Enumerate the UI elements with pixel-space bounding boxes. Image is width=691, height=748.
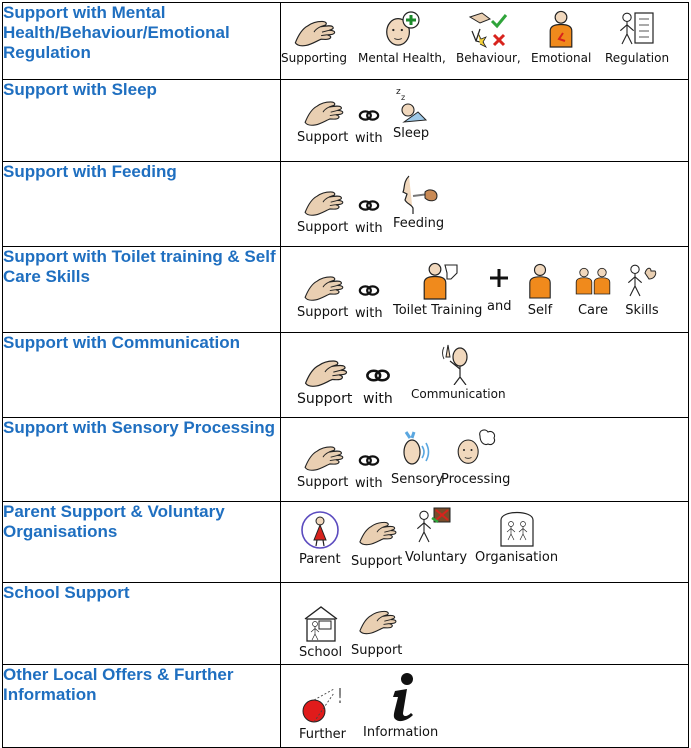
symbol bbox=[297, 443, 348, 490]
svg-text:z: z bbox=[396, 87, 401, 97]
symbol-label: Support bbox=[297, 391, 353, 407]
table-row bbox=[3, 162, 689, 247]
symbol bbox=[297, 273, 348, 320]
self-icon bbox=[523, 261, 557, 301]
row-title: Support with Mental Health/Behaviour/Emotional Regulation bbox=[3, 3, 281, 80]
hand-icon bbox=[300, 273, 346, 303]
symbol-label: Voluntary bbox=[405, 550, 468, 565]
hand-icon bbox=[290, 17, 338, 49]
emotional-icon bbox=[543, 9, 579, 49]
hand-icon bbox=[300, 443, 346, 473]
hand-icon bbox=[300, 357, 350, 389]
symbol bbox=[393, 84, 429, 141]
symbol-label: with bbox=[355, 221, 383, 236]
symbol-label: Support bbox=[297, 130, 349, 145]
table-row bbox=[3, 418, 689, 502]
row-title: School Support bbox=[3, 583, 281, 665]
symbol-label: Support bbox=[351, 643, 403, 658]
symbol-label: Support bbox=[351, 554, 403, 569]
table-row bbox=[3, 665, 689, 748]
symbol-label: School bbox=[299, 645, 343, 660]
table-row bbox=[3, 333, 689, 418]
symbol-label: Mental Health, bbox=[358, 51, 446, 65]
chain-link-icon bbox=[358, 283, 380, 298]
symbol bbox=[297, 357, 352, 407]
symbol-label: Further bbox=[299, 727, 347, 742]
symbol-label: Emotional bbox=[531, 51, 592, 65]
symbol-label: Information bbox=[363, 725, 439, 740]
row-title: Support with Feeding bbox=[3, 162, 281, 247]
regulation-icon bbox=[617, 9, 657, 49]
symbol-label: with bbox=[355, 131, 383, 146]
table-row bbox=[3, 502, 689, 583]
chain-link-icon bbox=[365, 367, 391, 384]
symbol bbox=[363, 671, 438, 740]
feeding-icon bbox=[399, 174, 439, 214]
symbol-label: and bbox=[487, 299, 512, 314]
care-icon bbox=[571, 261, 615, 301]
symbol bbox=[363, 367, 393, 407]
symbol-label: Support bbox=[297, 220, 349, 235]
processing-icon bbox=[454, 428, 498, 470]
hand-icon bbox=[300, 98, 346, 128]
symbol-strip bbox=[281, 80, 689, 162]
symbol bbox=[297, 188, 348, 235]
symbol-strip bbox=[281, 247, 689, 333]
symbol bbox=[571, 261, 615, 318]
symbol-label: Support bbox=[297, 475, 349, 490]
symbol bbox=[523, 261, 557, 318]
symbol bbox=[351, 607, 402, 658]
further-icon bbox=[300, 683, 346, 725]
symbol bbox=[487, 267, 511, 314]
svg-text:z: z bbox=[401, 93, 406, 102]
row-title: Support with Sleep bbox=[3, 80, 281, 162]
school-icon bbox=[301, 603, 341, 643]
hand-icon bbox=[355, 518, 399, 548]
symbol-label: Parent bbox=[299, 552, 341, 567]
symbol bbox=[405, 504, 467, 565]
symbol bbox=[355, 108, 383, 146]
row-title: Support with Sensory Processing bbox=[3, 418, 281, 502]
row-title: Support with Toilet training & Self Care Skills bbox=[3, 247, 281, 333]
symbol bbox=[441, 428, 510, 487]
symbol-label: Supporting bbox=[281, 51, 347, 65]
svg-text:!: ! bbox=[335, 684, 344, 708]
row-title: Parent Support & Voluntary Organisations bbox=[3, 502, 281, 583]
symbol bbox=[299, 603, 342, 660]
symbol-label: with bbox=[363, 391, 393, 407]
sensory-icon bbox=[396, 430, 438, 470]
symbol-strip bbox=[281, 502, 689, 583]
symbol bbox=[625, 261, 659, 318]
symbol-strip bbox=[281, 583, 689, 665]
symbol-label: Communication bbox=[411, 387, 506, 401]
symbol-strip bbox=[281, 418, 689, 502]
symbol bbox=[351, 518, 402, 569]
symbol bbox=[391, 430, 443, 487]
support-table bbox=[2, 2, 689, 748]
information-icon bbox=[381, 671, 421, 723]
symbol bbox=[411, 343, 506, 401]
table-row bbox=[3, 247, 689, 333]
hand-icon bbox=[300, 188, 346, 218]
symbol-label: Regulation bbox=[605, 51, 670, 65]
chain-link-icon bbox=[358, 198, 380, 213]
symbol bbox=[297, 98, 348, 145]
symbol-label: Behaviour, bbox=[456, 51, 521, 65]
symbol-strip bbox=[281, 162, 689, 247]
skills-icon bbox=[625, 261, 659, 301]
voluntary-icon bbox=[414, 504, 458, 548]
symbol bbox=[355, 453, 383, 491]
symbol-label: Organisation bbox=[475, 550, 559, 565]
symbol-label: Feeding bbox=[393, 216, 445, 231]
symbol bbox=[531, 9, 591, 65]
symbol bbox=[281, 17, 347, 65]
organisation-icon bbox=[497, 506, 537, 548]
symbol-label: with bbox=[355, 476, 383, 491]
symbol-strip bbox=[281, 3, 689, 80]
symbol bbox=[393, 174, 444, 231]
symbol-strip bbox=[281, 333, 689, 418]
symbol bbox=[299, 683, 346, 742]
symbol-label: Toilet Training bbox=[393, 303, 483, 318]
toilet-training-icon bbox=[417, 261, 459, 301]
symbol-label: Sleep bbox=[393, 126, 430, 141]
symbol-label: Sensory bbox=[391, 472, 444, 487]
plus-icon bbox=[488, 267, 510, 289]
hand-icon bbox=[355, 607, 399, 637]
symbol-label: Care bbox=[577, 303, 609, 318]
symbol bbox=[355, 198, 383, 236]
symbol bbox=[605, 9, 669, 65]
symbol-label: Processing bbox=[441, 472, 511, 487]
sleep-icon bbox=[394, 84, 428, 124]
table-row bbox=[3, 3, 689, 80]
symbol bbox=[358, 11, 446, 65]
row-title: Support with Communication bbox=[3, 333, 281, 418]
communication-icon bbox=[438, 343, 478, 385]
symbol bbox=[393, 261, 482, 318]
behaviour-icon bbox=[466, 9, 510, 49]
symbol-label: with bbox=[355, 306, 383, 321]
row-title: Other Local Offers & Further Information bbox=[3, 665, 281, 748]
table-row bbox=[3, 583, 689, 665]
symbol bbox=[456, 9, 521, 65]
chain-link-icon bbox=[358, 108, 380, 123]
parent-icon bbox=[300, 510, 340, 550]
symbol bbox=[299, 510, 341, 567]
symbol bbox=[355, 283, 383, 321]
symbol-strip bbox=[281, 665, 689, 748]
symbol-label: Self bbox=[527, 303, 553, 318]
table-row bbox=[3, 80, 689, 162]
symbol-label: Skills bbox=[625, 303, 659, 318]
symbol-label: Support bbox=[297, 305, 349, 320]
mental-health-icon bbox=[382, 11, 422, 49]
symbol bbox=[475, 506, 558, 565]
chain-link-icon bbox=[358, 453, 380, 468]
